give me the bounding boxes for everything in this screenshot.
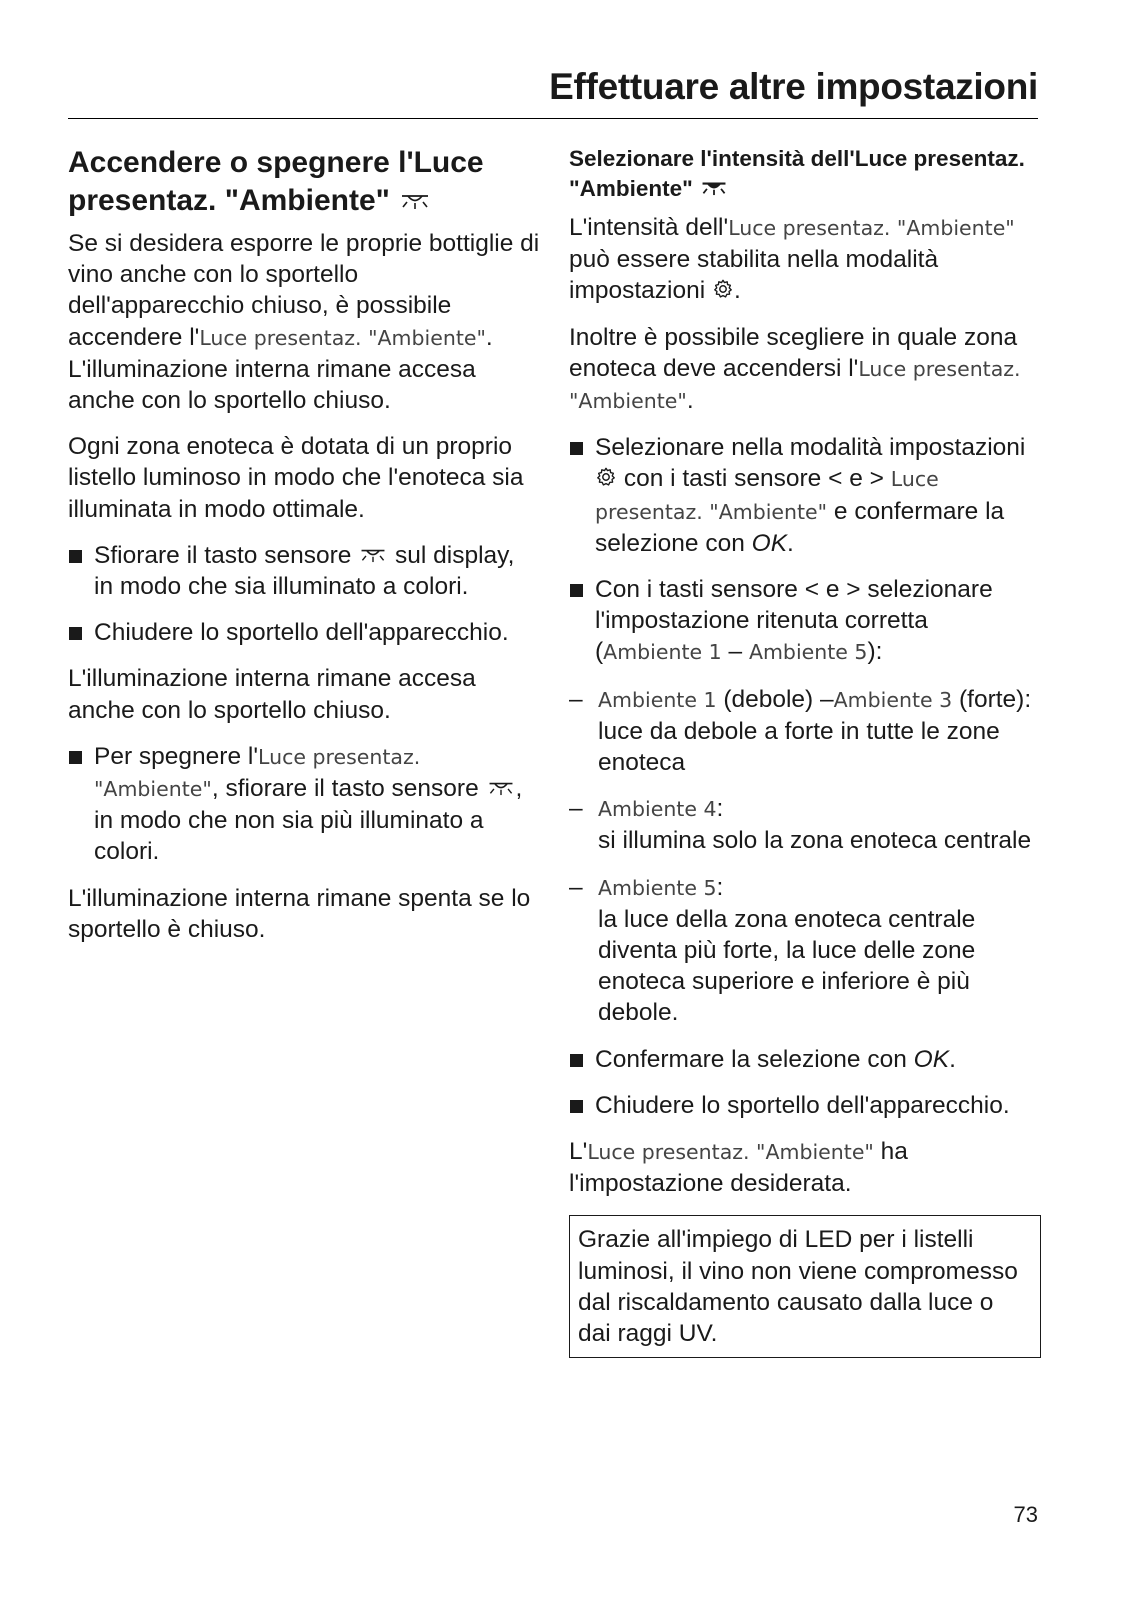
instruction-item: Selezionare nella modalità impostazioni con i tasti sensore < e > Luce presentaz. "Ambiente" e confermare la selezione con OK.	[569, 432, 1041, 559]
display-text: Ambiente 5	[598, 875, 717, 900]
page-header-title: Effettuare altre impostazioni	[549, 66, 1038, 107]
display-text: Luce presentaz. "Ambiente"	[94, 744, 421, 802]
ambient-light-icon	[486, 778, 516, 798]
zones-paragraph: Ogni zona enoteca è dotata di un proprio listello luminoso in modo che l'enoteca sia illuminata in modo ottimale.	[68, 433, 524, 523]
instruction-item: Con i tasti sensore < e > selezionare l'impostazione ritenuta corretta (Ambiente 1 – Ambiente 5):	[569, 574, 1041, 669]
instruction-item: Chiudere lo sportello dell'apparecchio.	[569, 1090, 1041, 1121]
display-text: Luce presentaz. "Ambiente"	[569, 356, 1021, 414]
instruction-item: Confermare la selezione con OK.	[569, 1044, 1041, 1075]
display-text: Luce presentaz. "Ambiente"	[595, 467, 939, 524]
option-item: – Ambiente 1 (debole) –Ambiente 3 (forte): luce da debole a forte in tutte le zone enoteca	[569, 685, 1032, 777]
display-text: Ambiente 1	[603, 640, 722, 665]
bullet-square	[69, 627, 82, 640]
section-heading-intensity: Selezionare l'intensità dell'Luce presentaz. "Ambiente"	[569, 146, 1025, 201]
settings-gear-icon	[712, 278, 734, 300]
dash-marker: –	[569, 685, 583, 713]
heading-line-2: presentaz. "Ambiente"	[68, 184, 390, 217]
chevron-left-icon: <	[828, 465, 843, 493]
chevron-right-icon: >	[869, 465, 884, 493]
chevron-left-icon: <	[804, 576, 820, 604]
right-column	[569, 140, 1041, 1358]
final-paragraph: L'illuminazione interna rimane spenta se lo sportello è chiuso.	[68, 884, 531, 943]
bullet-square	[570, 1100, 583, 1113]
display-text: Ambiente 1	[598, 687, 717, 712]
ambient-light-icon	[358, 545, 388, 565]
bullet-square	[69, 751, 82, 764]
option-item: – Ambiente 5: la luce della zona enoteca centrale diventa più forte, la luce delle zone enoteca superiore e inferiore è più debole.	[569, 873, 976, 1027]
result-paragraph: L'Luce presentaz. "Ambiente" ha l'impostazione desiderata.	[569, 1138, 908, 1198]
settings-gear-icon	[595, 466, 617, 488]
bullet-square	[570, 442, 583, 455]
header-rule	[68, 118, 1038, 119]
dash-marker: –	[569, 873, 583, 901]
display-text: Luce presentaz. "Ambiente"	[728, 216, 1015, 240]
bullet-square	[570, 584, 583, 597]
instruction-item: Chiudere lo sportello dell'apparecchio.	[68, 617, 540, 648]
bullet-square	[570, 1054, 583, 1067]
note-box: Grazie all'impiego di LED per i listelli luminosi, il vino non viene compromesso dal riscaldamento causato dalla luce o dai raggi UV.	[569, 1215, 1041, 1358]
intensity-paragraph: L'intensità dell'Luce presentaz. "Ambiente" può essere stabilita nella modalità impostazioni .	[569, 214, 1015, 305]
left-column	[68, 140, 540, 960]
heading-line-1: Accendere o spegnere l'Luce	[68, 146, 484, 179]
display-text: Ambiente 4	[598, 797, 717, 822]
section-heading-toggle-light	[68, 144, 540, 220]
ambient-light-icon	[699, 178, 729, 198]
chevron-right-icon: >	[846, 576, 861, 604]
result-paragraph: L'illuminazione interna rimane accesa anche con lo sportello chiuso.	[68, 665, 476, 724]
display-text: Luce presentaz. "Ambiente"	[199, 325, 486, 350]
page-number: 73	[1013, 1502, 1038, 1527]
zone-paragraph: Inoltre è possibile scegliere in quale zona enoteca deve accendersi l'Luce presentaz. "Ambiente".	[569, 323, 1021, 415]
display-text: Ambiente 5	[748, 640, 868, 665]
intro-paragraph: Se si desidera esporre le proprie bottiglie di vino anche con lo sportello dell'apparecchio chiuso, è possibile accendere l'Luce presentaz. "Ambiente". L'illuminazione interna rimane accesa anche con lo sportello chiuso.	[68, 230, 540, 415]
bullet-square	[69, 550, 82, 563]
display-text: Luce presentaz. "Ambiente"	[587, 1140, 874, 1165]
option-item: – Ambiente 4: si illumina solo la zona enoteca centrale	[569, 795, 1032, 855]
dash-marker: –	[569, 795, 583, 823]
display-text: Ambiente 3	[833, 687, 953, 712]
instruction-item: Per spegnere l'Luce presentaz. "Ambiente", sfiorare il tasto sensore , in modo che non sia più illuminato a colori.	[68, 741, 540, 868]
ambient-light-icon	[398, 190, 432, 212]
instruction-item: Sfiorare il tasto sensore sul display, in modo che sia illuminato a colori.	[68, 540, 540, 602]
